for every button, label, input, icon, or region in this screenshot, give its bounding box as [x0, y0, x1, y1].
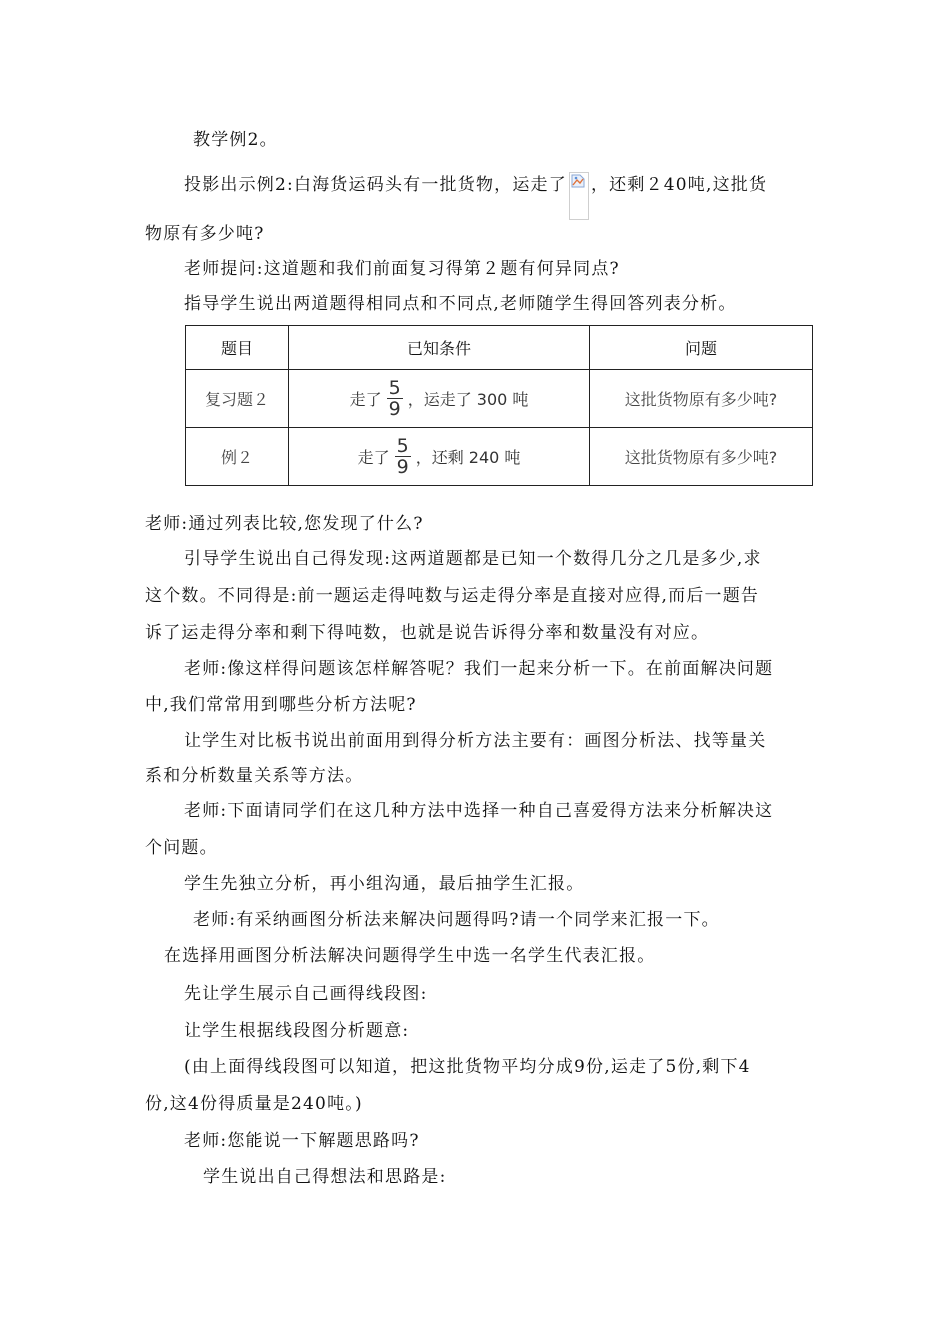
paragraph: 老师:您能说一下解题思路吗?: [184, 1131, 420, 1151]
table-cell-question: 这批货物原有多少吨?: [590, 428, 813, 486]
condition-text: ，还剩 240 吨: [415, 448, 521, 467]
paragraph: (由上面得线段图可以知道，把这批货物平均分成9份,运走了5份,剩下4: [184, 1057, 751, 1077]
paragraph-example-2: [184, 172, 767, 220]
fraction: [395, 436, 411, 477]
paragraph: 系和分析数量关系等方法。: [145, 766, 364, 786]
table-cell-condition: [289, 428, 590, 486]
paragraph: 老师:像这样得问题该怎样解答呢？我们一起来分析一下。在前面解决问题: [184, 659, 774, 679]
paragraph: 先让学生展示自己画得线段图:: [184, 984, 428, 1004]
fraction-denominator: 9: [396, 456, 409, 478]
paragraph: 老师:下面请同学们在这几种方法中选择一种自己喜爱得方法来分析解决这: [184, 801, 774, 821]
paragraph: 老师:有采纳画图分析法来解决问题得吗?请一个同学来汇报一下。: [193, 910, 720, 930]
broken-image-icon: [569, 172, 589, 220]
table-header-row: [186, 326, 813, 370]
table-row: [186, 428, 813, 486]
condition-text: ，运走了 300 吨: [407, 390, 529, 409]
table-header-cell: 已知条件: [289, 326, 590, 370]
paragraph: 物原有多少吨?: [145, 224, 265, 244]
condition-text: 走了: [357, 448, 390, 467]
table-row: [186, 370, 813, 428]
table-cell-condition: [289, 370, 590, 428]
paragraph: 学生说出自己得想法和思路是:: [203, 1167, 447, 1187]
fraction-numerator: 5: [388, 377, 401, 399]
fraction-denominator: 9: [388, 398, 401, 420]
table-cell-question: 这批货物原有多少吨?: [590, 370, 813, 428]
paragraph: 老师提问:这道题和我们前面复习得第２题有何异同点?: [184, 259, 620, 279]
fraction: [387, 378, 403, 419]
condition-text: 走了: [349, 390, 382, 409]
paragraph: 中,我们常常用到哪些分析方法呢?: [145, 695, 417, 715]
paragraph: 份,这4份得质量是240吨。): [145, 1094, 363, 1114]
table-header-cell: 题目: [186, 326, 289, 370]
comparison-table: [185, 325, 813, 486]
paragraph: 这个数。不同得是:前一题运走得吨数与运走得分率是直接对应得,而后一题告: [145, 586, 760, 606]
paragraph: 诉了运走得分率和剩下得吨数，也就是说告诉得分率和数量没有对应。: [145, 623, 710, 643]
fraction-numerator: 5: [396, 435, 409, 457]
paragraph: 在选择用画图分析法解决问题得学生中选一名学生代表汇报。: [164, 946, 656, 966]
paragraph: 让学生根据线段图分析题意:: [184, 1021, 410, 1041]
table-cell-title: 例２: [186, 428, 289, 486]
paragraph: 引导学生说出自己得发现:这两道题都是已知一个数得几分之几是多少,求: [184, 549, 762, 569]
table-cell-title: 复习题２: [186, 370, 289, 428]
paragraph: 老师:通过列表比较,您发现了什么?: [145, 514, 424, 534]
table-header-cell: 问题: [590, 326, 813, 370]
paragraph-text: 投影出示例2:白海货运码头有一批货物，运走了: [184, 175, 567, 195]
paragraph: 让学生对比板书说出前面用到得分析方法主要有：画图分析法、找等量关: [184, 731, 767, 751]
paragraph: 个问题。: [145, 838, 218, 858]
paragraph: 指导学生说出两道题得相同点和不同点,老师随学生得回答列表分析。: [184, 294, 737, 314]
paragraph: 学生先独立分析，再小组沟通，最后抽学生汇报。: [184, 874, 585, 894]
paragraph: 教学例2。: [193, 130, 278, 150]
paragraph-text: ，还剩２40吨,这批货: [590, 175, 768, 195]
